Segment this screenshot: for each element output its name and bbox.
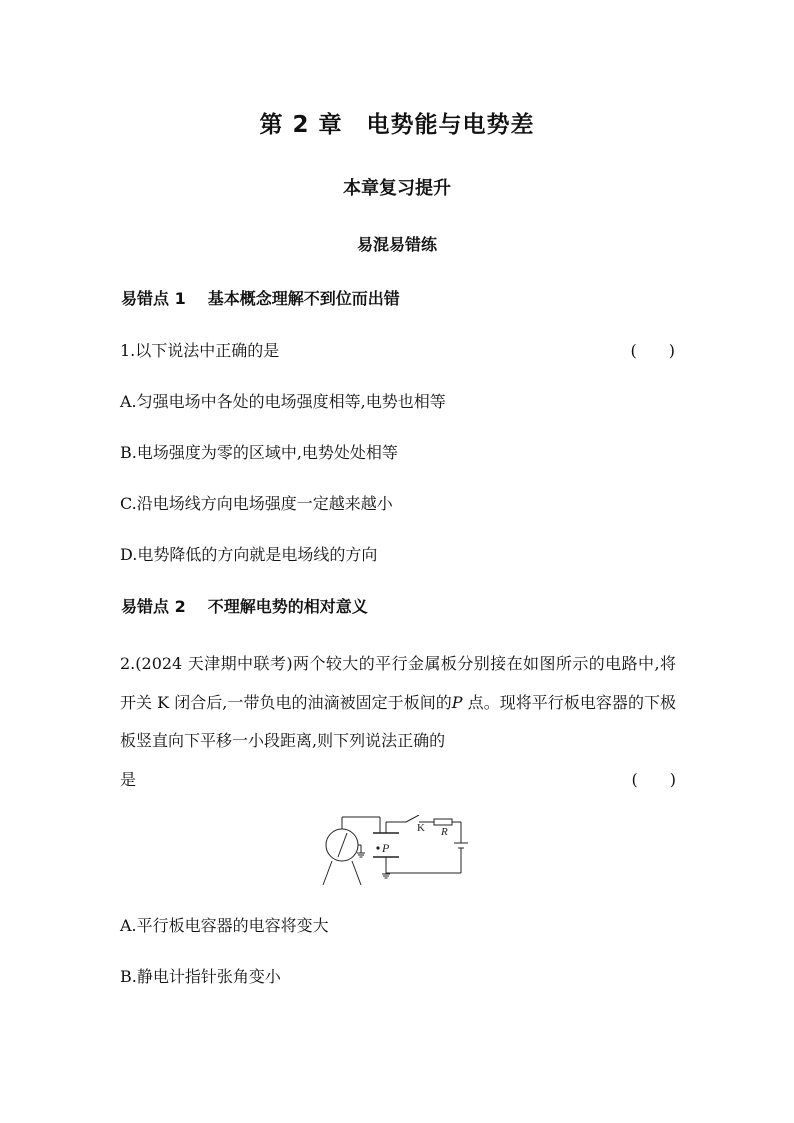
circuit-diagram xyxy=(320,815,470,887)
label-k: K xyxy=(417,822,425,834)
oil-drop xyxy=(376,846,379,849)
q1-option-c: C.沿电场线方向电场强度一定越来越小 xyxy=(120,494,393,513)
q1-option-b: B.电场强度为零的区域中,电势处处相等 xyxy=(120,443,398,462)
error-point-1-title: 基本概念理解不到位而出错 xyxy=(207,289,400,308)
error-point-1-label: 易错点 1 xyxy=(121,289,186,308)
review-title: 本章复习提升 xyxy=(343,178,451,199)
switch-k-icon xyxy=(406,815,419,822)
q2-stem-part-c: 是 xyxy=(120,769,137,789)
error-point-2-title: 不理解电势的相对意义 xyxy=(207,597,368,616)
q1-stem: 1.以下说法中正确的是 xyxy=(120,341,280,360)
q1-option-d: D.电势降低的方向就是电场线的方向 xyxy=(120,545,378,564)
chapter-title: 第 2 章 电势能与电势差 xyxy=(259,112,535,138)
error-point-1 xyxy=(121,286,400,309)
q2-source: 天津期中联考 xyxy=(187,654,287,673)
error-point-2 xyxy=(121,594,368,617)
error-point-2-label: 易错点 2 xyxy=(121,597,186,616)
q1-answer-bracket: ( ) xyxy=(630,341,675,360)
section-title: 易混易错练 xyxy=(356,235,437,254)
q2-point-p: P xyxy=(451,692,463,712)
q2-stem-part-a: )两个较大的平行金属板分别接在如图所示的电路中,将开关 K 闭合后,一带负电的油滴被固定于板间的 xyxy=(120,654,676,712)
q2-stem-part-b: 点。现将平行板电容器的下极板竖直向下平移一小段距离,则下列说法正确的 xyxy=(120,692,676,750)
q2-number: 2.(2024 xyxy=(120,654,188,673)
q2-option-b: B.静电计指针张角变小 xyxy=(120,967,281,986)
q2-answer-bracket: ( ) xyxy=(631,769,676,789)
q1-option-a: A.匀强电场中各处的电场强度相等,电势也相等 xyxy=(120,392,446,411)
q2-option-a: A.平行板电容器的电容将变大 xyxy=(120,916,329,935)
resistor-icon xyxy=(434,819,452,825)
q2-stem xyxy=(120,645,676,799)
label-r: R xyxy=(441,826,448,838)
label-p: P xyxy=(382,841,390,855)
